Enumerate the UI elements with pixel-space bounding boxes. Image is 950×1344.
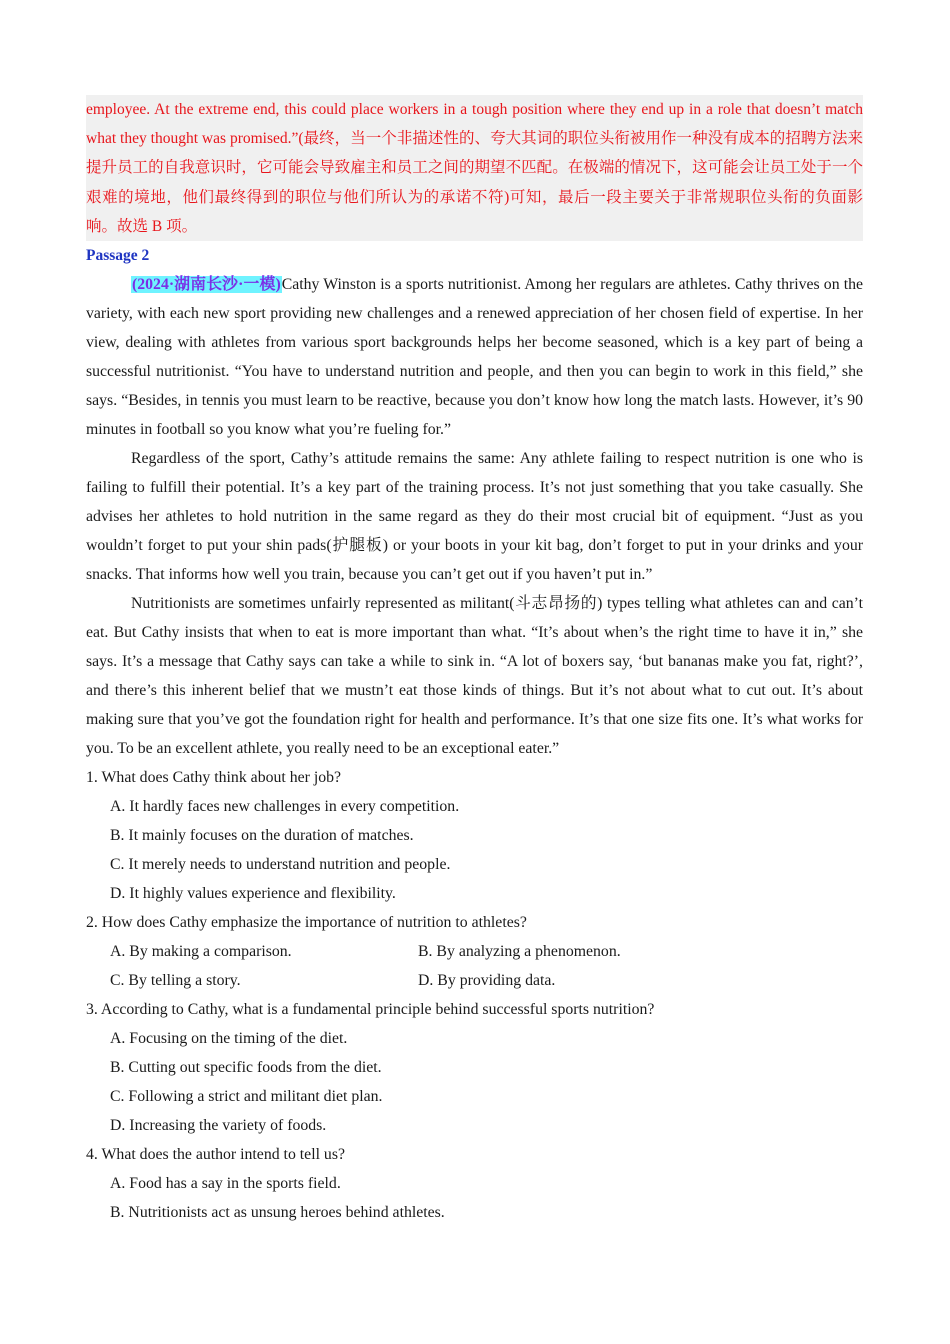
answer-option: D. It highly values experience and flexibility. — [110, 885, 396, 903]
option-row — [110, 966, 863, 995]
answer-option: B. By analyzing a phenomenon. — [418, 943, 621, 961]
page-content — [86, 95, 863, 1227]
answer-option: B. Nutritionists act as unsung heroes behind athletes. — [110, 1204, 445, 1222]
question-stem: 2. How does Cathy emphasize the importance of nutrition to athletes? — [86, 914, 527, 932]
answer-option: C. By telling a story. — [110, 972, 241, 990]
passage-paragraph: Regardless of the sport, Cathy’s attitude remains the same: Any athlete failing to respect nutrition is one who is failing to fulfill their potential. It’s a key part of the training process. It’s not just something that you take casually. She advises her athletes to hold nutrition in the same regard as they do their most crucial bit of equipment. “Just as you wouldn’t forget to put your shin pads(护腿板) or your boots in your kit bag, don’t forget to put in your drinks and your snacks. That informs how well you train, because you can’t get out if you haven’t put in.” — [86, 450, 863, 584]
answer-option: A. It hardly faces new challenges in every competition. — [110, 798, 460, 816]
passage-title: Passage 2 — [86, 247, 150, 265]
answer-option: D. By providing data. — [418, 972, 556, 990]
answer-option: A. By making a comparison. — [110, 943, 292, 961]
answer-option: C. Following a strict and militant diet plan. — [110, 1088, 383, 1106]
passage-paragraph — [86, 270, 863, 444]
question-stem: 1. What does Cathy think about her job? — [86, 769, 342, 787]
question-stem: 4. What does the author intend to tell us? — [86, 1146, 345, 1164]
answer-option: A. Food has a say in the sports field. — [110, 1175, 341, 1193]
answer-explanation: employee. At the extreme end, this could place workers in a tough position where they end up in a role that doesn’t match what they thought was promised.”(最终，当一个非描述性的、夸大其词的职位头衔被用作一种没有成本的招聘方法来提升员工的自我意识时，它可能会导致雇主和员工之间的期望不匹配。在极端的情况下，这可能会让员工处于一个艰难的境地，他们最终得到的职位与他们所认为的承诺不符)可知，最后一段主要关于非常规职位头衔的负面影响。故选 B 项。 — [86, 95, 863, 241]
answer-option: B. Cutting out specific foods from the diet. — [110, 1059, 382, 1077]
source-tag: (2024·湖南长沙·一模) — [132, 276, 281, 294]
paragraph-text: Cathy Winston is a sports nutritionist. Among her regulars are athletes. Cathy thrives on the variety, with each new sport providing new challenges and a renewed appreciation of her chosen field of expertise. In her view, dealing with athletes from various sport backgrounds helps her become seasoned, which is a key part of being a successful nutritionist. “You have to understand nutrition and people, and then you can begin to work in this field,” she says. “Besides, in tennis you must learn to be reactive, because you don’t know how long the match lasts. However, it’s 90 minutes in football so you know what you’re fueling for.” — [86, 276, 863, 439]
question-stem: 3. According to Cathy, what is a fundamental principle behind successful sports nutrition? — [86, 1001, 655, 1019]
option-row — [110, 937, 863, 966]
answer-option: B. It mainly focuses on the duration of matches. — [110, 827, 414, 845]
answer-option: C. It merely needs to understand nutrition and people. — [110, 856, 451, 874]
answer-option: A. Focusing on the timing of the diet. — [110, 1030, 348, 1048]
passage-paragraph: Nutritionists are sometimes unfairly represented as militant(斗志昂扬的) types telling what athletes can and can’t eat. But Cathy insists that when to eat is more important than what. “It’s about when’s the right time to have it in,” she says. It’s a message that Cathy says can take a while to sink in. “A lot of boxers say, ‘but bananas make you fat, right?’, and there’s this inherent belief that we mustn’t eat those kinds of things. But it’s not about what to cut out. It’s about making sure that you’ve got the foundation right for health and performance. It’s that one size fits one. It’s what works for you. To be an excellent athlete, you really need to be an exceptional eater.” — [86, 595, 863, 758]
answer-option: D. Increasing the variety of foods. — [110, 1117, 327, 1135]
